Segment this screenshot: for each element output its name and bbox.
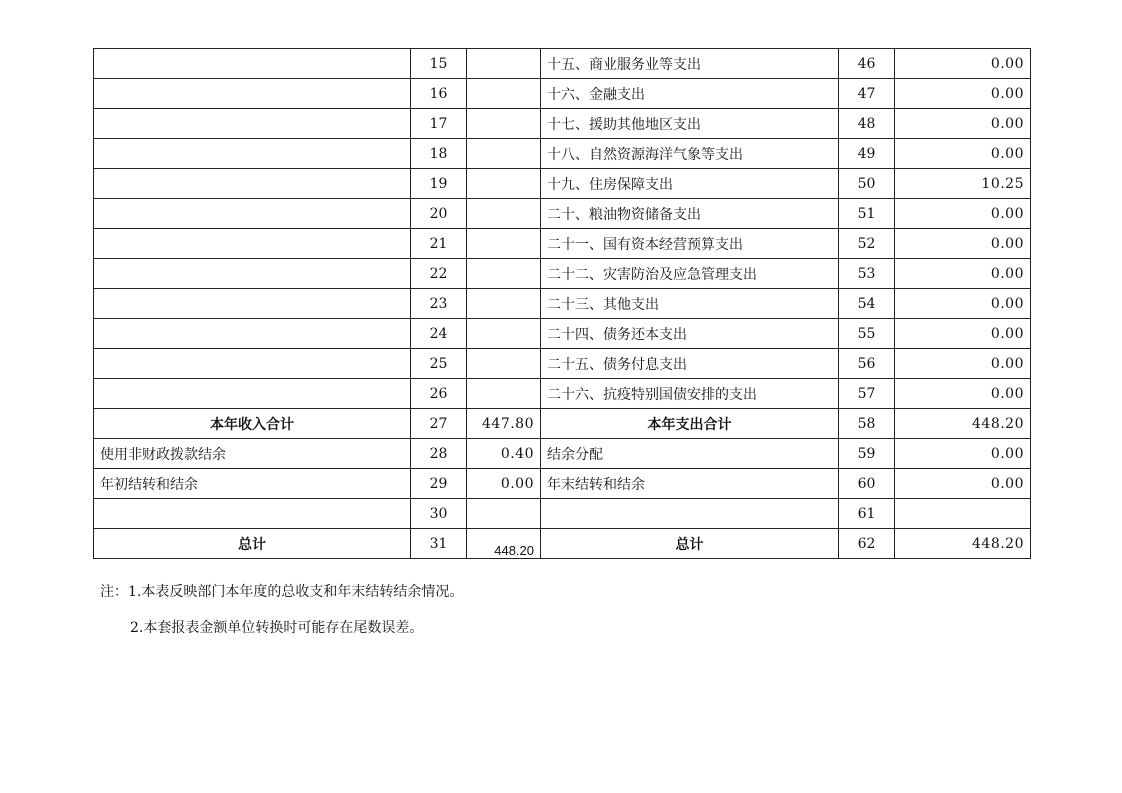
income-item bbox=[94, 79, 411, 109]
income-item bbox=[94, 379, 411, 409]
expense-amount: 0.00 bbox=[895, 139, 1031, 169]
income-amount bbox=[467, 199, 541, 229]
expense-line-no: 52 bbox=[839, 229, 895, 259]
income-line-no: 17 bbox=[411, 109, 467, 139]
expense-line-no: 60 bbox=[839, 469, 895, 499]
income-line-no: 19 bbox=[411, 169, 467, 199]
grand-total-income-amount: 448.20 bbox=[467, 529, 541, 559]
expense-item: 结余分配 bbox=[541, 439, 839, 469]
expense-line-no: 53 bbox=[839, 259, 895, 289]
income-amount bbox=[467, 109, 541, 139]
income-amount: 0.00 bbox=[467, 469, 541, 499]
expense-amount: 0.00 bbox=[895, 469, 1031, 499]
income-line-no: 26 bbox=[411, 379, 467, 409]
table-row bbox=[94, 349, 1031, 379]
income-line-no: 20 bbox=[411, 199, 467, 229]
table-row bbox=[94, 259, 1031, 289]
income-amount bbox=[467, 169, 541, 199]
table-row bbox=[94, 439, 1031, 469]
income-line-no: 21 bbox=[411, 229, 467, 259]
expense-amount: 0.00 bbox=[895, 319, 1031, 349]
income-total-label: 本年收入合计 bbox=[94, 409, 411, 439]
expense-line-no: 56 bbox=[839, 349, 895, 379]
note-1: 注：1.本表反映部门本年度的总收支和年末结转结余情况。 bbox=[100, 584, 464, 600]
expense-amount: 0.00 bbox=[895, 349, 1031, 379]
income-line-no: 29 bbox=[411, 469, 467, 499]
expense-line-no: 55 bbox=[839, 319, 895, 349]
expense-amount: 0.00 bbox=[895, 109, 1031, 139]
income-line-no: 24 bbox=[411, 319, 467, 349]
expense-item: 二十、粮油物资储备支出 bbox=[541, 199, 839, 229]
income-item bbox=[94, 49, 411, 79]
table-notes bbox=[100, 582, 463, 638]
grand-total-income-line-no: 31 bbox=[411, 529, 467, 559]
income-amount bbox=[467, 49, 541, 79]
income-item bbox=[94, 319, 411, 349]
income-amount bbox=[467, 499, 541, 529]
expense-amount: 0.00 bbox=[895, 79, 1031, 109]
income-item bbox=[94, 199, 411, 229]
income-item: 使用非财政拨款结余 bbox=[94, 439, 411, 469]
grand-total-income-label: 总计 bbox=[94, 529, 411, 559]
expense-item: 十五、商业服务业等支出 bbox=[541, 49, 839, 79]
expense-amount: 0.00 bbox=[895, 229, 1031, 259]
income-line-no: 16 bbox=[411, 79, 467, 109]
income-amount bbox=[467, 349, 541, 379]
income-item bbox=[94, 109, 411, 139]
expense-amount: 0.00 bbox=[895, 199, 1031, 229]
income-line-no: 15 bbox=[411, 49, 467, 79]
expense-item: 十八、自然资源海洋气象等支出 bbox=[541, 139, 839, 169]
expense-amount: 0.00 bbox=[895, 259, 1031, 289]
detail-rows bbox=[94, 49, 1031, 409]
table-row bbox=[94, 229, 1031, 259]
table-row bbox=[94, 199, 1031, 229]
expense-line-no: 51 bbox=[839, 199, 895, 229]
expense-item: 十九、住房保障支出 bbox=[541, 169, 839, 199]
table-row bbox=[94, 319, 1031, 349]
income-item bbox=[94, 349, 411, 379]
income-total-amount: 447.80 bbox=[467, 409, 541, 439]
expense-item: 年末结转和结余 bbox=[541, 469, 839, 499]
grand-total-row bbox=[94, 529, 1031, 559]
summary-rows bbox=[94, 409, 1031, 559]
expense-line-no: 61 bbox=[839, 499, 895, 529]
income-total-line-no: 27 bbox=[411, 409, 467, 439]
table-row bbox=[94, 169, 1031, 199]
income-amount bbox=[467, 289, 541, 319]
expense-line-no: 49 bbox=[839, 139, 895, 169]
table-row bbox=[94, 469, 1031, 499]
table-row bbox=[94, 379, 1031, 409]
expense-total-amount: 448.20 bbox=[895, 409, 1031, 439]
expense-amount: 0.00 bbox=[895, 379, 1031, 409]
income-line-no: 18 bbox=[411, 139, 467, 169]
grand-total-expense-label: 总计 bbox=[541, 529, 839, 559]
expense-line-no: 46 bbox=[839, 49, 895, 79]
expense-amount: 10.25 bbox=[895, 169, 1031, 199]
income-item: 年初结转和结余 bbox=[94, 469, 411, 499]
expense-amount: 0.00 bbox=[895, 49, 1031, 79]
expense-item: 二十一、国有资本经营预算支出 bbox=[541, 229, 839, 259]
expense-total-line-no: 58 bbox=[839, 409, 895, 439]
expense-total-label: 本年支出合计 bbox=[541, 409, 839, 439]
table-row bbox=[94, 79, 1031, 109]
income-amount bbox=[467, 79, 541, 109]
expense-amount bbox=[895, 499, 1031, 529]
income-line-no: 25 bbox=[411, 349, 467, 379]
expense-item: 十七、援助其他地区支出 bbox=[541, 109, 839, 139]
income-item bbox=[94, 259, 411, 289]
note-2: 2.本套报表金额单位转换时可能存在尾数误差。 bbox=[130, 620, 424, 636]
income-item bbox=[94, 289, 411, 319]
income-item bbox=[94, 139, 411, 169]
table-row bbox=[94, 289, 1031, 319]
expense-line-no: 48 bbox=[839, 109, 895, 139]
table-row bbox=[94, 109, 1031, 139]
expense-item: 十六、金融支出 bbox=[541, 79, 839, 109]
income-item bbox=[94, 229, 411, 259]
expense-line-no: 50 bbox=[839, 169, 895, 199]
table-row bbox=[94, 49, 1031, 79]
income-amount bbox=[467, 379, 541, 409]
expense-item: 二十五、债务付息支出 bbox=[541, 349, 839, 379]
expense-item: 二十二、灾害防治及应急管理支出 bbox=[541, 259, 839, 289]
budget-summary-sheet bbox=[93, 48, 1030, 559]
income-amount bbox=[467, 259, 541, 289]
income-amount bbox=[467, 139, 541, 169]
income-amount: 0.40 bbox=[467, 439, 541, 469]
income-line-no: 28 bbox=[411, 439, 467, 469]
income-item bbox=[94, 499, 411, 529]
expense-line-no: 47 bbox=[839, 79, 895, 109]
expense-item: 二十三、其他支出 bbox=[541, 289, 839, 319]
table-row bbox=[94, 499, 1031, 529]
income-line-no: 30 bbox=[411, 499, 467, 529]
expense-item bbox=[541, 499, 839, 529]
income-amount bbox=[467, 229, 541, 259]
grand-total-expense-line-no: 62 bbox=[839, 529, 895, 559]
income-expense-table bbox=[93, 48, 1031, 559]
income-line-no: 22 bbox=[411, 259, 467, 289]
expense-line-no: 59 bbox=[839, 439, 895, 469]
expense-line-no: 54 bbox=[839, 289, 895, 319]
income-amount bbox=[467, 319, 541, 349]
expense-item: 二十四、债务还本支出 bbox=[541, 319, 839, 349]
expense-item: 二十六、抗疫特别国债安排的支出 bbox=[541, 379, 839, 409]
income-line-no: 23 bbox=[411, 289, 467, 319]
grand-total-expense-amount: 448.20 bbox=[895, 529, 1031, 559]
expense-amount: 0.00 bbox=[895, 289, 1031, 319]
income-item bbox=[94, 169, 411, 199]
expense-line-no: 57 bbox=[839, 379, 895, 409]
annual-total-row bbox=[94, 409, 1031, 439]
expense-amount: 0.00 bbox=[895, 439, 1031, 469]
table-row bbox=[94, 139, 1031, 169]
